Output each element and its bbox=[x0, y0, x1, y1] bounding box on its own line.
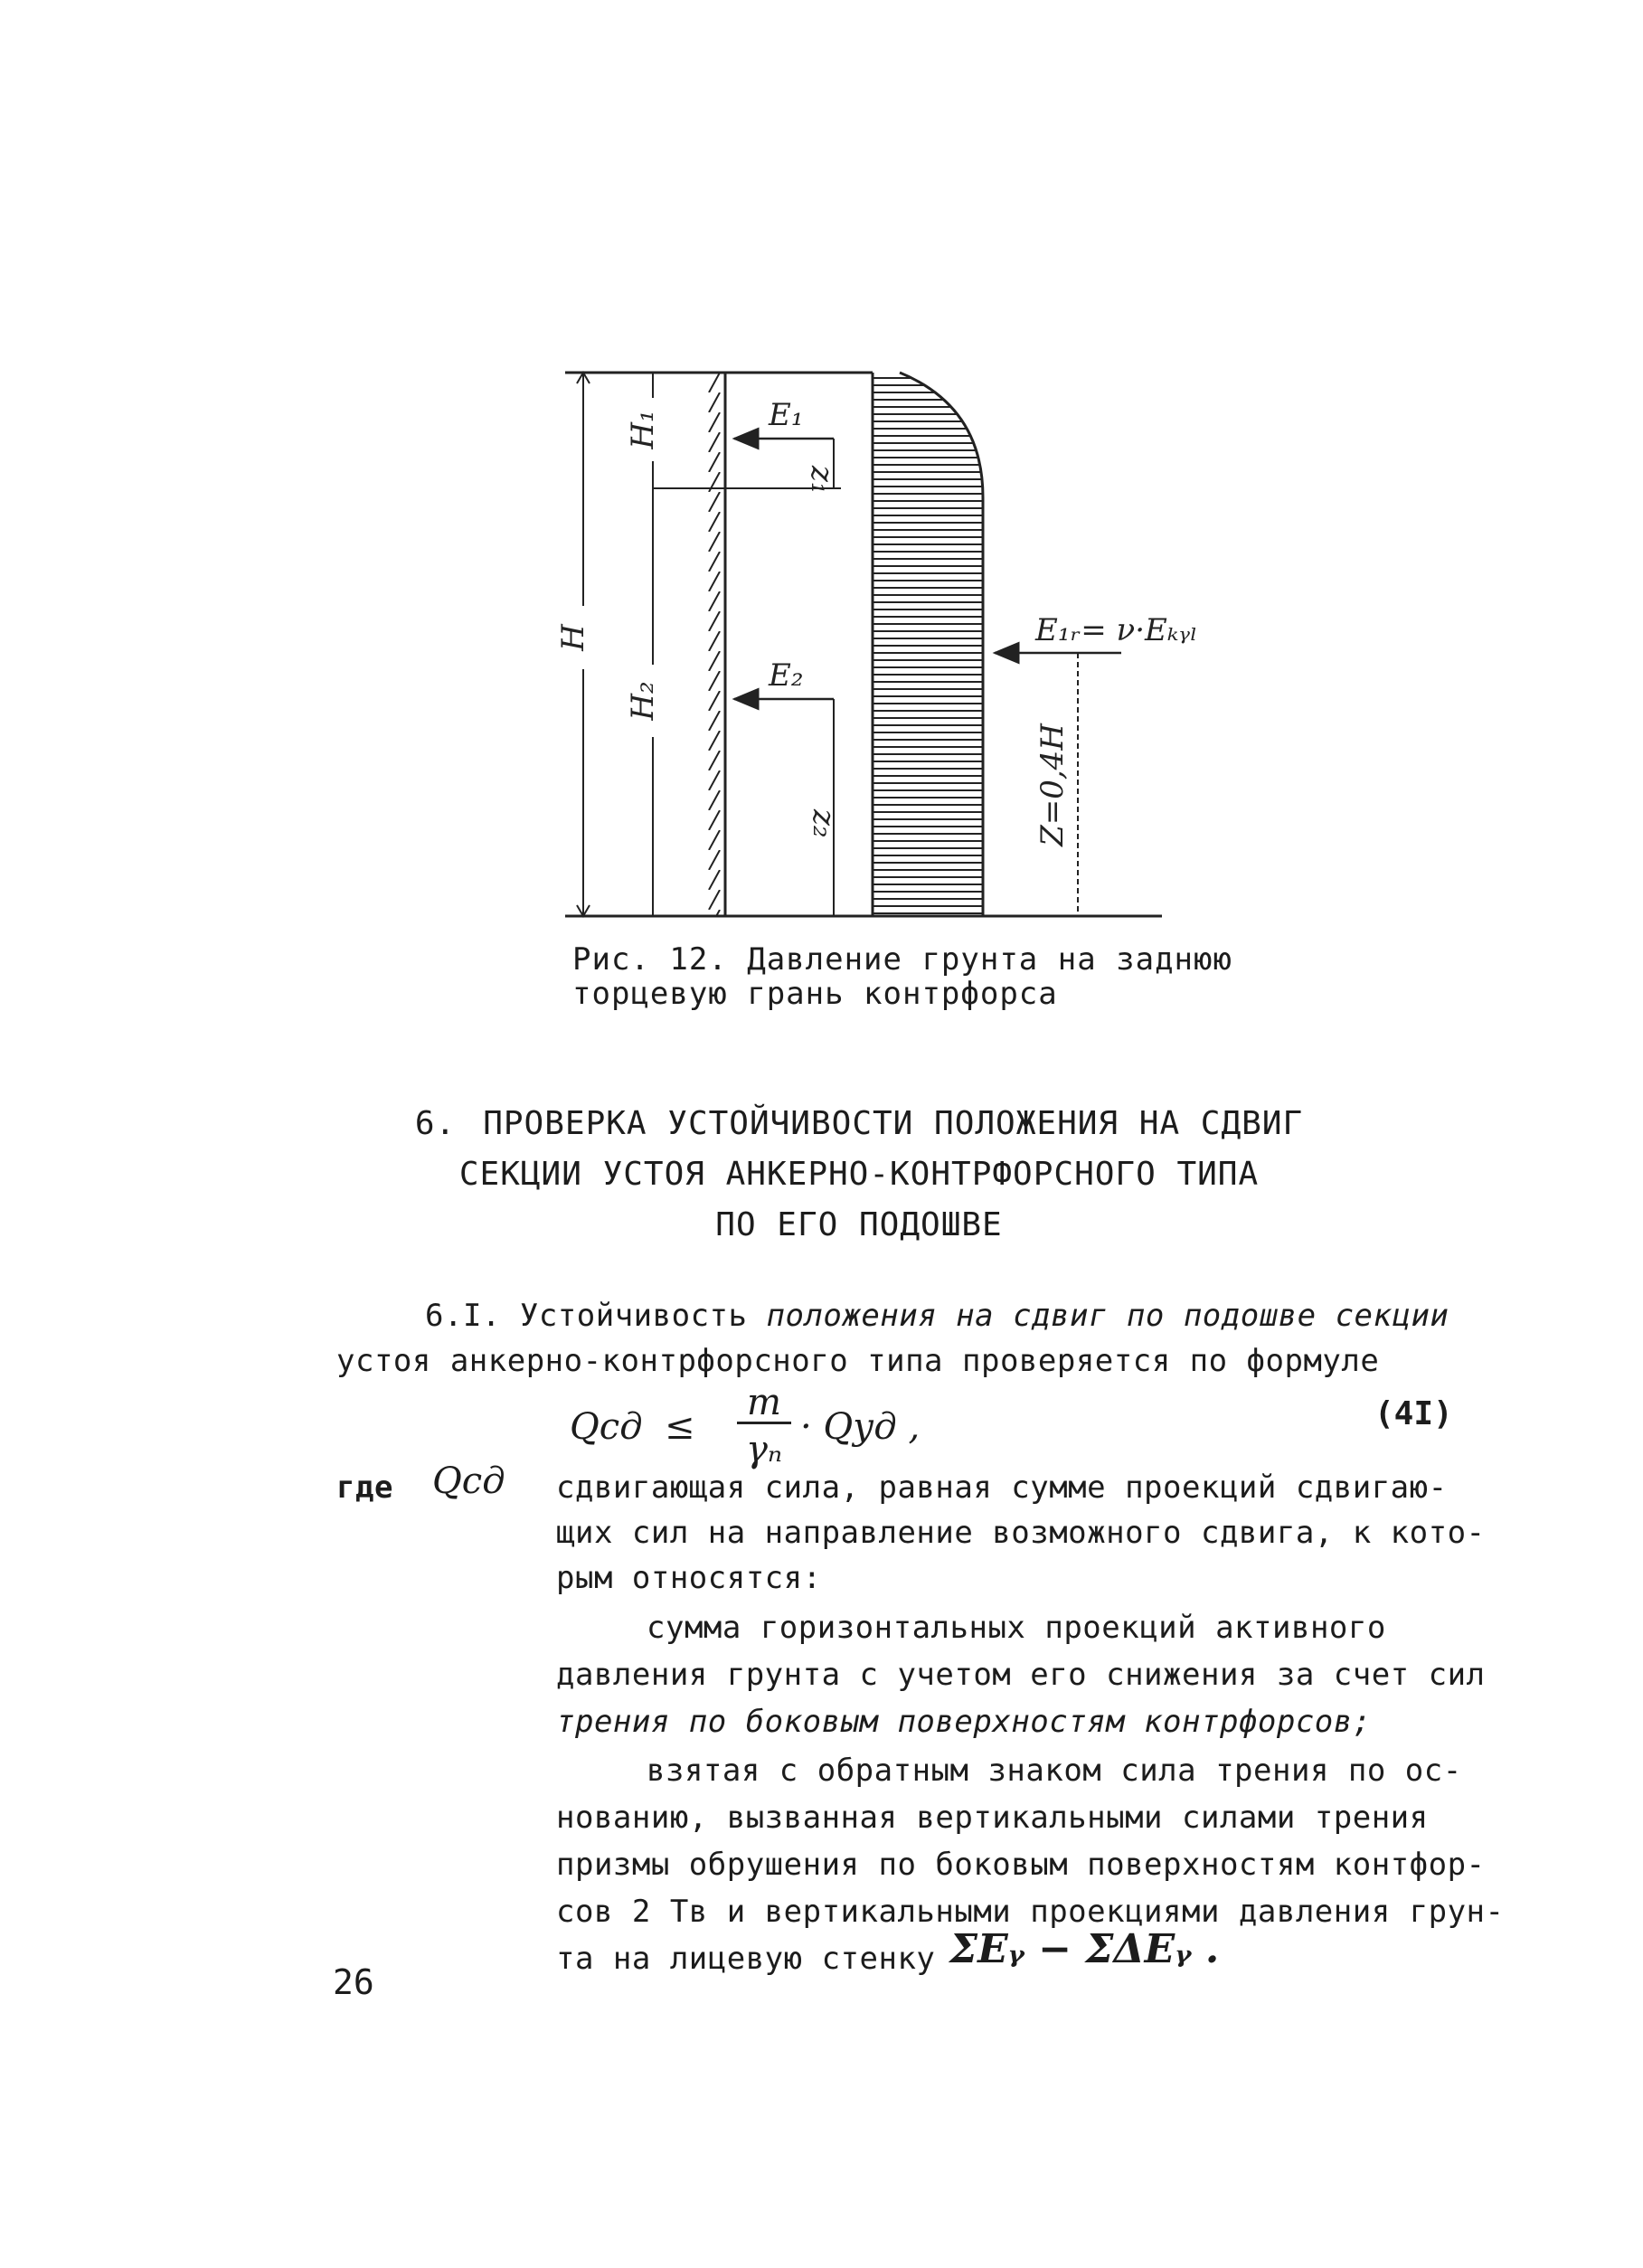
def1-line-3: рым относятся: bbox=[556, 1560, 822, 1596]
section-number: 6. bbox=[414, 1105, 457, 1142]
label-H: H bbox=[555, 624, 591, 651]
section-title-line-2: СЕКЦИИ УСТОЯ АНКЕРНО-КОНТРФОРСНОГО ТИПА bbox=[458, 1156, 1260, 1193]
figure-caption bbox=[572, 941, 1232, 1012]
figure-soil-pressure-diagram bbox=[543, 353, 1230, 931]
section-title-line-3: ПО ЕГО ПОДОШВЕ bbox=[715, 1206, 1003, 1243]
def3-formula: ΣEᵧ − ΣΔEᵧ . bbox=[949, 1926, 1220, 1972]
label-z1: z₁ bbox=[804, 466, 840, 495]
def3-line-1: взятая с обратным знаком сила трения по ос- bbox=[647, 1753, 1462, 1789]
caption-line-2: торцевую грань контрфорса bbox=[572, 976, 1058, 1012]
def3-line-3: призмы обрушения по боковым поверхностям контфор- bbox=[556, 1847, 1486, 1883]
para-line-1 bbox=[425, 1293, 1449, 1338]
section-title-line-1: ПРОВЕРКА УСТОЙЧИВОСТИ ПОЛОЖЕНИЯ НА СДВИГ bbox=[483, 1105, 1304, 1142]
where-symbol: Qсд bbox=[432, 1460, 505, 1502]
def1-line-1: сдвигающая сила, равная сумме проекций сдвигаю- bbox=[556, 1469, 1448, 1506]
def1-line-2: щих сил на направление возможного сдвига, к кото- bbox=[556, 1515, 1486, 1551]
def3-line-5: та на лицевую стенку bbox=[556, 1941, 936, 1977]
para-line-2: устоя анкерно-контрфорсного типа проверяется по формуле bbox=[336, 1343, 1380, 1379]
def2-line-2: давления грунта с учетом его снижения за счет сил bbox=[556, 1657, 1486, 1693]
section-heading bbox=[362, 1099, 1356, 1251]
def2-line-1: сумма горизонтальных проекций активного bbox=[647, 1610, 1386, 1646]
para-line-1-a: 6.I. Устойчивость bbox=[425, 1298, 748, 1334]
formula-rhs: · Qуд , bbox=[800, 1406, 921, 1448]
formula-leq: ≤ bbox=[665, 1406, 695, 1448]
def3-line-2: нованию, вызванная вертикальными силами трения bbox=[556, 1800, 1429, 1836]
label-force: E₁ᵣ= ν·Eₖᵧₗ bbox=[1035, 612, 1198, 648]
label-z2: z₂ bbox=[806, 809, 842, 838]
label-H1: H₁ bbox=[625, 410, 661, 449]
para-line-1-b: положения на сдвиг по подошве секции bbox=[766, 1298, 1449, 1334]
caption-line-1: Рис. 12. Давление грунта на заднюю bbox=[572, 941, 1232, 978]
formula-lhs: Qсд bbox=[570, 1406, 643, 1448]
label-H2: H₂ bbox=[625, 681, 661, 721]
page-number: 26 bbox=[333, 1962, 374, 2002]
formula-denominator: γₙ bbox=[745, 1429, 783, 1470]
label-z-dim: Z=0,4H bbox=[1034, 723, 1071, 846]
label-E2: E₂ bbox=[769, 657, 804, 694]
def2-line-3: трения по боковым поверхностям контрфорсов; bbox=[556, 1704, 1372, 1740]
wall-hatching bbox=[705, 373, 725, 916]
label-E1: E₁ bbox=[769, 397, 804, 433]
def3-line-4: сов 2 Tв и вертикальными проекциями давления грун- bbox=[556, 1894, 1505, 1930]
where-word: где bbox=[336, 1469, 393, 1506]
formula-numerator: m bbox=[737, 1384, 791, 1424]
formula-number: (4I) bbox=[1374, 1395, 1453, 1432]
pressure-diagram-fill bbox=[873, 373, 983, 916]
